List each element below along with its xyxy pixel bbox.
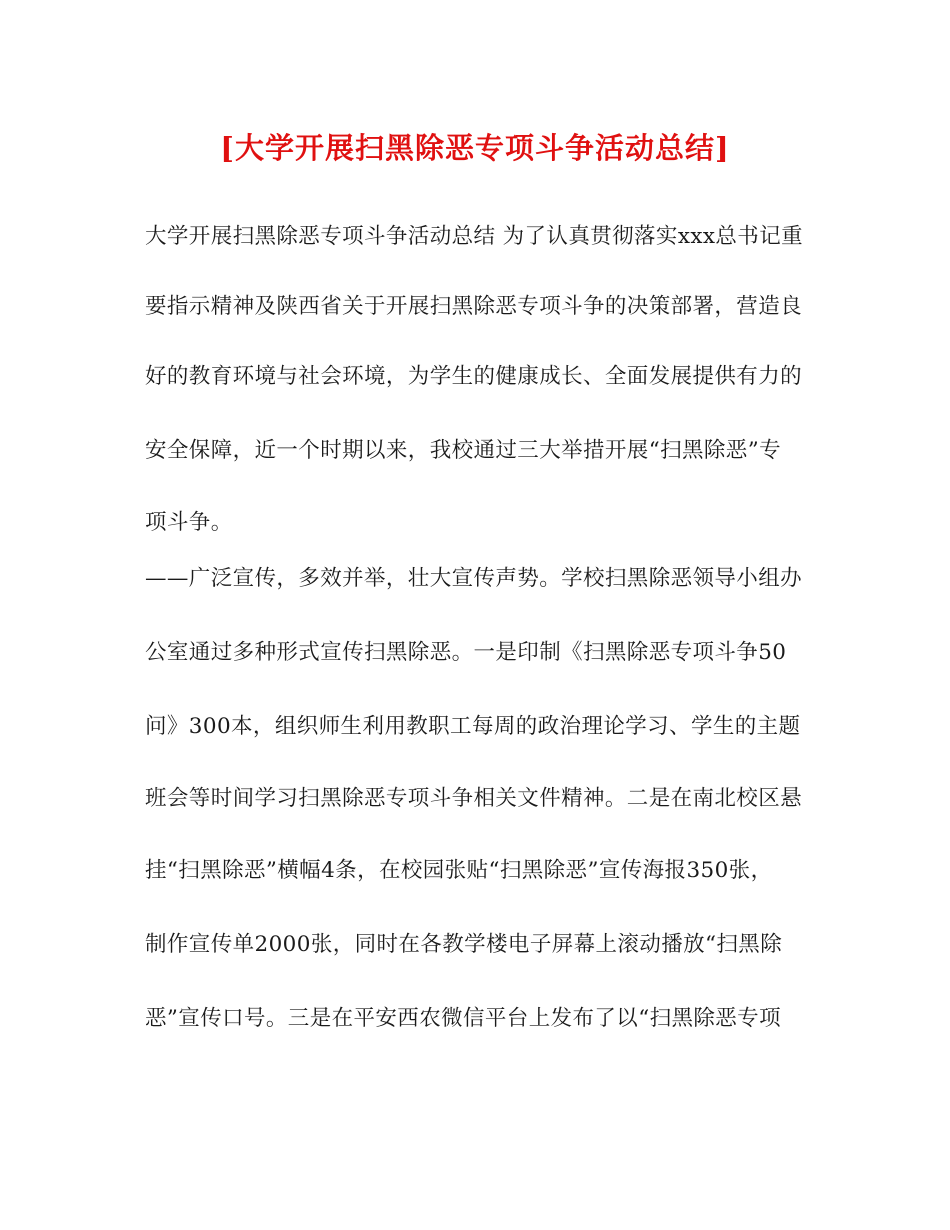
body-text-line: ——广泛宣传，多效并举，壮大宣传声势。学校扫黑除恶领导小组办	[145, 566, 803, 591]
body-text-line: 好的教育环境与社会环境，为学生的健康成长、全面发展提供有力的	[145, 364, 803, 389]
body-text-line: 大学开展扫黑除恶专项斗争活动总结 为了认真贯彻落实xxx总书记重	[145, 224, 804, 249]
body-text-line: 班会等时间学习扫黑除恶专项斗争相关文件精神。二是在南北校区悬	[145, 786, 803, 811]
body-text-line: 安全保障，近一个时期以来，我校通过三大举措开展“扫黑除恶”专	[145, 438, 781, 463]
body-text-line: 项斗争。	[145, 510, 233, 535]
body-text-line: 恶”宣传口号。三是在平安西农微信平台上发布了以“扫黑除恶专项	[145, 1006, 781, 1031]
body-text-line: 问》300本，组织师生利用教职工每周的政治理论学习、学生的主题	[145, 714, 801, 739]
body-text-line: 制作宣传单2000张，同时在各教学楼电子屏幕上滚动播放“扫黑除	[145, 932, 783, 957]
body-text-line: 要指示精神及陕西省关于开展扫黑除恶专项斗争的决策部署，营造良	[145, 294, 803, 319]
document-title: [大学开展扫黑除恶专项斗争活动总结]	[220, 131, 730, 165]
body-text-line: 挂“扫黑除恶”横幅4条，在校园张贴“扫黑除恶”宣传海报350张，	[145, 858, 773, 883]
body-text-line: 公室通过多种形式宣传扫黑除恶。一是印制《扫黑除恶专项斗争50	[145, 640, 787, 665]
